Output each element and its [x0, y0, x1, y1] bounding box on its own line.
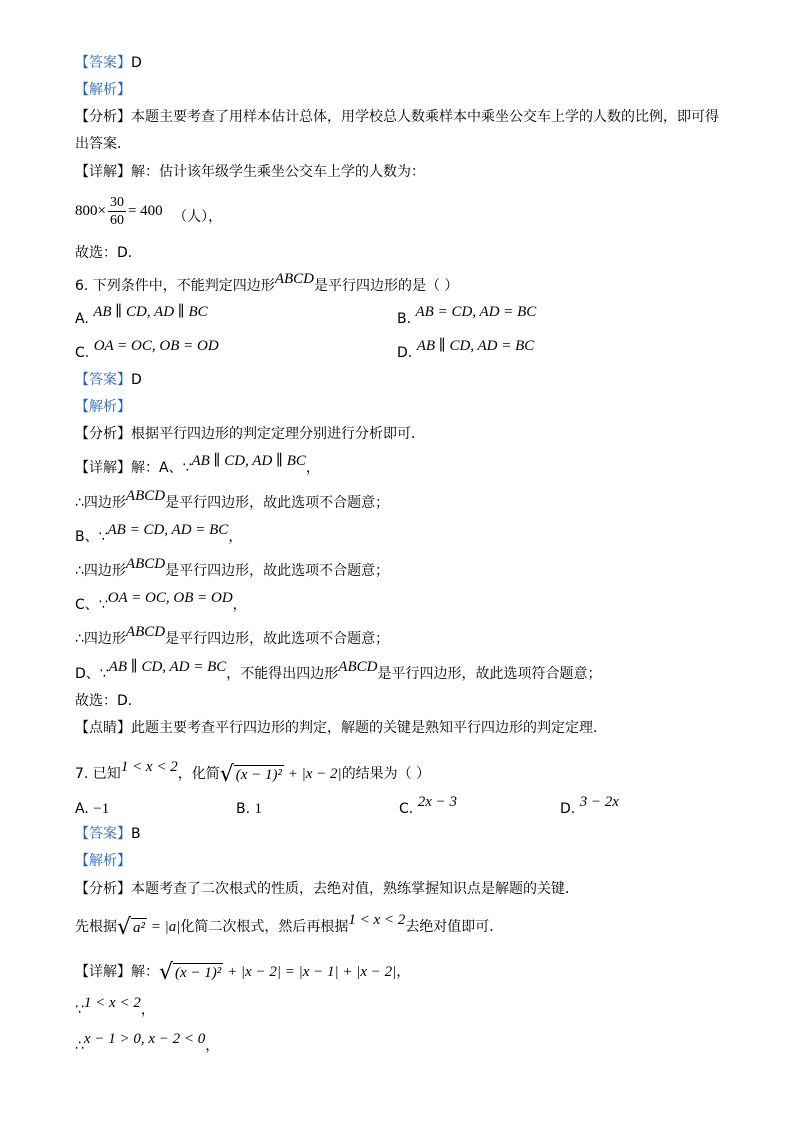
q7-radical	[220, 758, 284, 790]
q5-choose-text: 故选：D．	[75, 245, 142, 261]
q6-comma: ，	[228, 529, 243, 545]
fenxi-tag: 【分析】	[75, 426, 131, 442]
q7-option-a	[75, 800, 109, 818]
q7-detail-radical	[159, 956, 223, 988]
analysis-tag: 【解析】	[75, 82, 131, 98]
q6-option-b-label: B.	[397, 311, 412, 327]
detail-tag: 【详解】	[75, 964, 131, 980]
q7-stem-mid: ，化简	[177, 766, 220, 782]
q6-option-c	[75, 338, 219, 362]
q7-detail-radical-body: (x − 1)²	[175, 965, 222, 981]
q6-therefore-post: 是平行四边形，故此选项不合题意；	[165, 563, 390, 579]
q6-detail-a-math: AB ∥ CD, AD ∥ BC	[191, 453, 306, 469]
q6-detail-d	[75, 659, 602, 683]
q7-hint-eq: = |a|	[147, 919, 181, 935]
q7-option-c-label: C.	[399, 801, 414, 817]
q6-choose-line	[75, 692, 142, 710]
q7-fenxi-line	[75, 880, 579, 898]
q6-detail-c-pre: C、∵	[75, 597, 108, 613]
q7-radical-body: (x − 1)²	[235, 767, 283, 783]
radical-sign-icon: √	[117, 915, 132, 940]
q6-stem-pre: 6. 下列条件中，不能判定四边形	[75, 278, 275, 294]
q6-detail-d-math: AB ∥ CD, AD = BC	[108, 659, 227, 675]
q7-hint-post: 去绝对值即可．	[405, 919, 504, 935]
q7-since-line	[75, 995, 155, 1019]
q6-option-b	[397, 304, 537, 328]
q6-therefore-pre: ∴四边形	[75, 631, 126, 647]
analysis-tag: 【解析】	[75, 399, 131, 415]
q6-option-d-math: AB ∥ CD, AD = BC	[416, 338, 535, 354]
q5-answer-value: D	[131, 55, 142, 71]
q6-detail-a-pre: 解：A、∵	[131, 460, 192, 476]
q7-option-c	[399, 794, 457, 818]
q6-fenxi-text: 根据平行四边形的判定定理分别进行分析即可．	[131, 426, 425, 442]
q7-therefore-line	[75, 1031, 220, 1055]
q7-detail-expr: + |x − 2| = |x − 1| + |x − 2|	[223, 964, 397, 980]
q7-option-d	[560, 794, 619, 818]
q6-comma: ，	[232, 597, 247, 613]
q6-answer-line	[75, 371, 142, 389]
q7-fenxi-text: 本题考查了二次根式的性质，去绝对值，熟练掌握知识点是解题的关键．	[131, 881, 579, 897]
q6-therefore-post: 是平行四边形，故此选项不合题意；	[165, 631, 390, 647]
q7-option-d-val: 3 − 2x	[579, 794, 619, 810]
q7-stem-abs: + |x − 2|	[284, 766, 342, 782]
q7-therefore-pre: ∴	[75, 1038, 84, 1054]
answer-tag: 【答案】	[75, 826, 131, 842]
q5-detail-line	[75, 163, 425, 181]
q5-calc-left: 800×	[75, 203, 106, 219]
q5-calc-line	[75, 192, 222, 230]
q6-detail-c-math: OA = OC, OB = OD	[107, 590, 233, 606]
q6-quad: ABCD	[125, 624, 166, 640]
q7-option-a-label: A.	[75, 801, 89, 817]
answer-tag: 【答案】	[75, 372, 131, 388]
q6-option-d	[397, 338, 535, 362]
q6-analysis-line	[75, 398, 131, 416]
q6-comment-line	[75, 719, 607, 737]
q6-therefore-b	[75, 556, 390, 580]
q7-option-a-val: −1	[93, 801, 110, 817]
q7-hint-pre: 先根据	[75, 919, 117, 935]
radical-sign-icon: √	[159, 960, 174, 985]
q7-stem-cond: 1 < x < 2	[120, 759, 178, 775]
q6-option-c-math: OA = OC, OB = OD	[93, 338, 219, 354]
q5-choose-line	[75, 244, 142, 262]
q5-answer-line	[75, 54, 142, 72]
answer-tag: 【答案】	[75, 55, 131, 71]
q6-detail-d-pre: D、∵	[75, 666, 109, 682]
q5-fraction-denominator: 60	[109, 212, 124, 228]
q7-hint-radical	[117, 912, 147, 942]
q5-fenxi-text: 本题主要考查了用样本估计总体，用学校总人数乘样本中乘坐公交车上学的人数的比例，即可得	[131, 109, 719, 125]
q6-quad: ABCD	[125, 556, 166, 572]
q7-hint-cond: 1 < x < 2	[348, 912, 406, 928]
detail-tag: 【详解】	[75, 460, 131, 476]
q6-detail-c	[75, 590, 247, 614]
q6-detail-b-pre: B、∵	[75, 529, 108, 545]
q7-since-post: ，	[140, 1002, 155, 1018]
q7-analysis-line	[75, 852, 131, 870]
q5-fenxi-line	[75, 108, 719, 126]
q6-detail-a	[75, 453, 320, 477]
comment-tag: 【点睛】	[75, 720, 131, 736]
q7-option-d-label: D.	[560, 801, 576, 817]
q7-stem	[75, 758, 430, 790]
q7-since-pre: ∵	[75, 1002, 84, 1018]
analysis-tag: 【解析】	[75, 853, 131, 869]
q5-fraction-numerator: 30	[109, 194, 124, 210]
fenxi-tag: 【分析】	[75, 109, 131, 125]
q7-stem-pre: 7. 已知	[75, 766, 121, 782]
q7-hint-line	[75, 912, 503, 942]
q6-quad: ABCD	[338, 659, 378, 675]
q7-therefore-post: ，	[205, 1038, 220, 1054]
q7-detail-comma: ，	[396, 964, 411, 980]
q6-detail-b-math: AB = CD, AD = BC	[107, 522, 229, 538]
q7-detail-pre: 解：	[131, 964, 159, 980]
q6-option-a	[75, 304, 208, 328]
q6-choose-text: 故选：D．	[75, 693, 142, 709]
q5-fraction	[108, 194, 126, 229]
q7-answer-value: B	[131, 826, 141, 842]
q6-answer-value: D	[131, 372, 142, 388]
q6-therefore-c	[75, 624, 390, 648]
q6-therefore-a	[75, 488, 390, 512]
q6-option-a-math: AB ∥ CD, AD ∥ BC	[93, 304, 208, 320]
fenxi-tag: 【分析】	[75, 881, 131, 897]
q6-therefore-pre: ∴四边形	[75, 495, 126, 511]
detail-tag: 【详解】	[75, 164, 131, 180]
q5-analysis-line	[75, 81, 131, 99]
q6-option-a-label: A.	[75, 311, 89, 327]
q6-detail-d-post: 是平行四边形，故此选项符合题意；	[377, 666, 602, 682]
q6-stem-post: 是平行四边形的是（ ）	[313, 278, 459, 294]
q6-therefore-post: 是平行四边形，故此选项不合题意；	[165, 495, 390, 511]
q7-hint-radical-body: a²	[133, 920, 146, 936]
q6-comma: ，	[305, 460, 320, 476]
q5-calc-unit: （人），	[173, 209, 223, 225]
q7-hint-mid: 化简二次根式，然后再根据	[180, 919, 349, 935]
q5-detail-text: 解：估计该年级学生乘坐公交车上学的人数为：	[131, 164, 425, 180]
q7-detail-line	[75, 956, 410, 988]
q6-option-c-label: C.	[75, 345, 90, 361]
q6-option-b-math: AB = CD, AD = BC	[415, 304, 537, 320]
q6-therefore-pre: ∴四边形	[75, 563, 126, 579]
radical-sign-icon: √	[219, 762, 234, 787]
q6-detail-b	[75, 522, 243, 546]
q7-option-b	[236, 800, 262, 818]
q7-option-b-label: B.	[236, 801, 251, 817]
q5-fenxi-text2: 出答案．	[75, 136, 131, 152]
q7-option-c-val: 2x − 3	[417, 794, 457, 810]
q6-option-d-label: D.	[397, 345, 413, 361]
q5-calc-right: = 400	[127, 203, 163, 219]
q7-option-b-val: 1	[254, 801, 263, 817]
q5-fenxi-line2	[75, 135, 131, 153]
q6-quad: ABCD	[125, 488, 166, 504]
q7-stem-post: 的结果为（ ）	[341, 766, 431, 782]
q7-since-math: 1 < x < 2	[83, 995, 141, 1011]
q6-stem	[75, 271, 459, 295]
q6-detail-d-mid: ，不能得出四边形	[226, 666, 339, 682]
q6-stem-math: ABCD	[274, 271, 314, 287]
q6-comment-text: 此题主要考查平行四边形的判定，解题的关键是熟知平行四边形的判定定理．	[131, 720, 607, 736]
q7-answer-line	[75, 825, 141, 843]
q6-fenxi-line	[75, 425, 425, 443]
q7-therefore-math: x − 1 > 0, x − 2 < 0	[83, 1031, 206, 1047]
